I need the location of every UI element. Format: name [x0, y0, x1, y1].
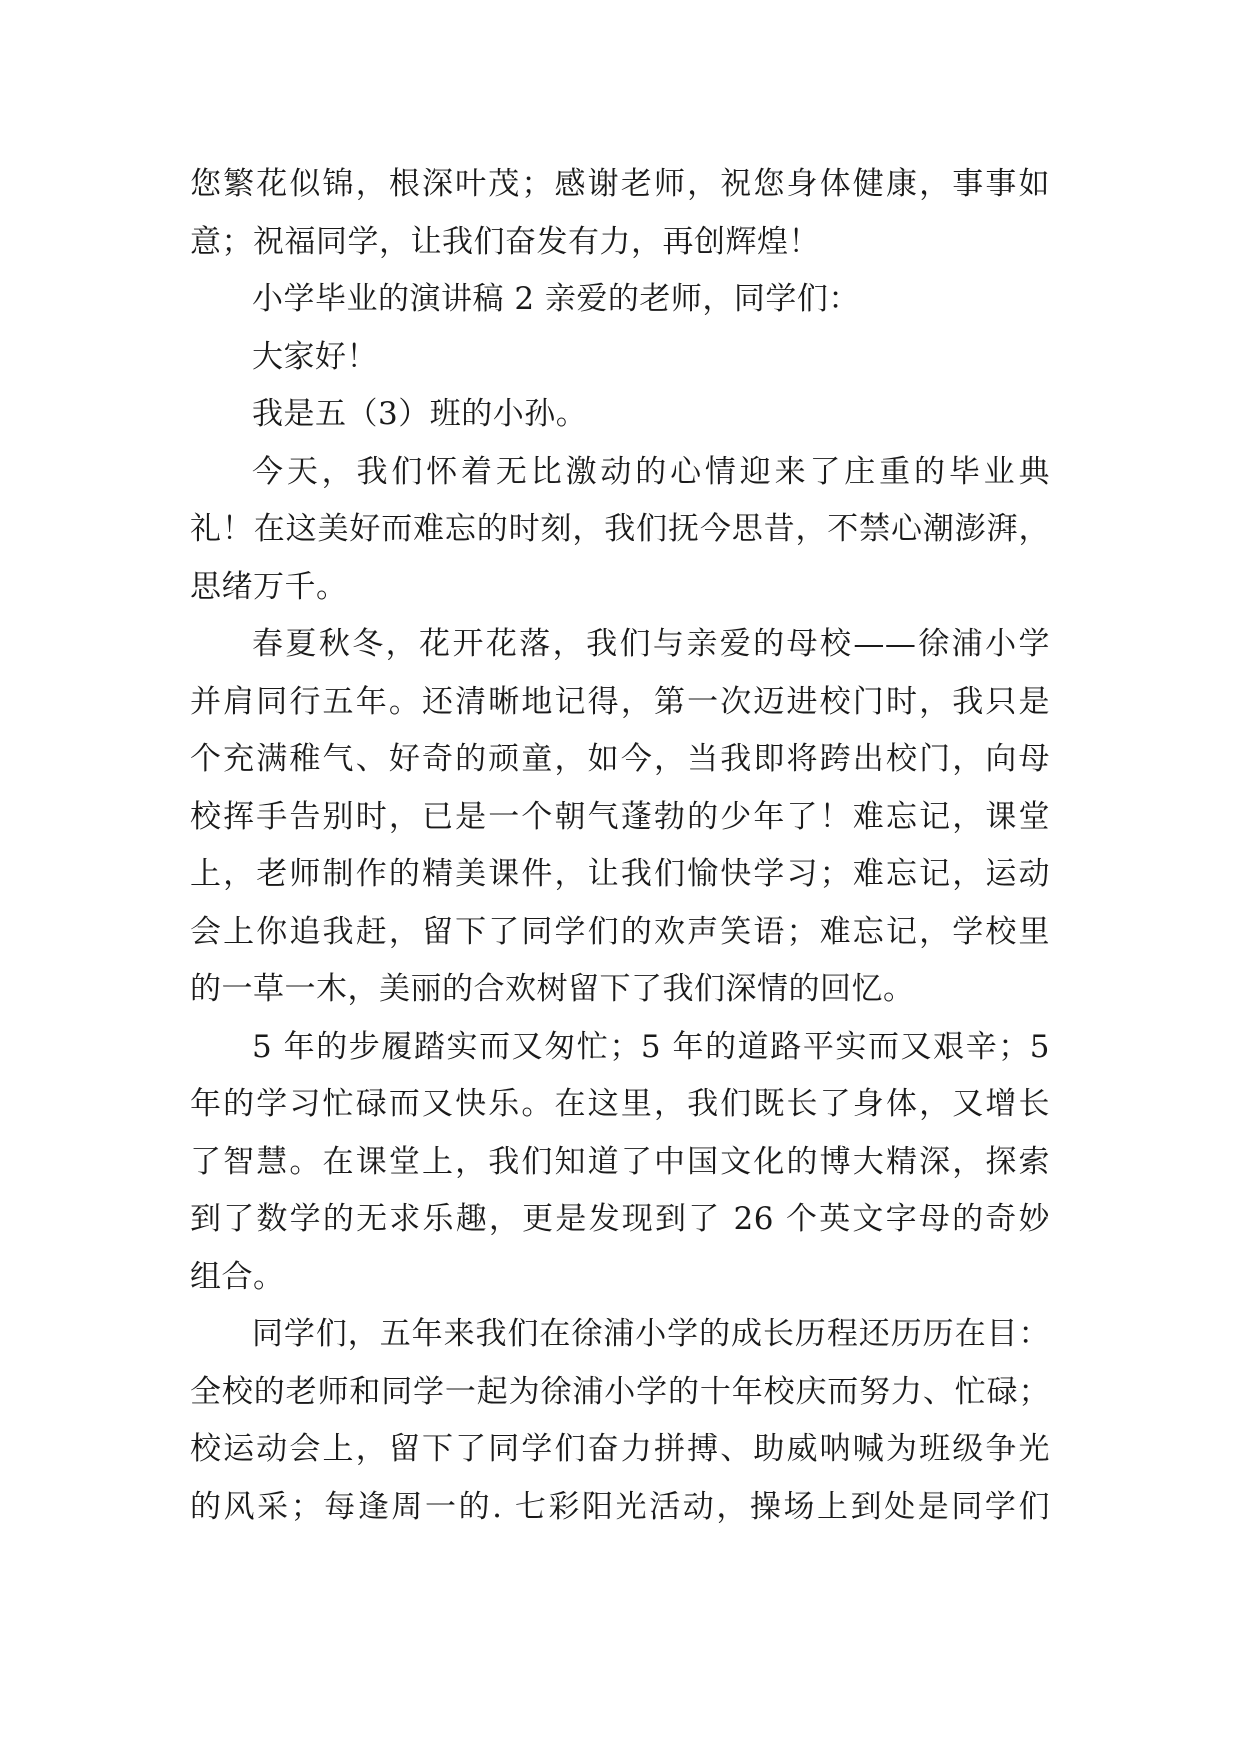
text-line: 全校的老师和同学一起为徐浦小学的十年校庆而努力、忙碌； — [190, 1373, 1050, 1410]
text-line: 思绪万千。 — [190, 568, 348, 605]
text-line: 的一草一木，美丽的合欢树留下了我们深情的回忆。 — [190, 971, 915, 1007]
text-line: 礼！在这美好而难忘的时刻，我们抚今思昔，不禁心潮澎湃， — [190, 511, 1050, 547]
text-line: 小学毕业的演讲稿 2 亲爱的老师，同学们： — [252, 281, 860, 317]
text-line: 到了数学的无求乐趣，更是发现到了 26 个英文字母的奇妙 — [190, 1201, 1050, 1237]
text-line: 大家好！ — [252, 338, 378, 375]
document-body — [190, 156, 1050, 1536]
text-line: 会上你追我赶，留下了同学们的欢声笑语；难忘记，学校里 — [190, 913, 1050, 950]
text-line: 今天，我们怀着无比激动的心情迎来了庄重的毕业典 — [252, 453, 1050, 490]
text-line: 年的学习忙碌而又快乐。在这里，我们既长了身体，又增长 — [190, 1086, 1050, 1122]
text-line: 的风采；每逢周一的. 七彩阳光活动，操场上到处是同学们 — [190, 1488, 1050, 1525]
text-line: 您繁花似锦，根深叶茂；感谢老师，祝您身体健康，事事如 — [190, 166, 1050, 202]
text-line: 上，老师制作的精美课件，让我们愉快学习；难忘记，运动 — [190, 856, 1050, 892]
text-line: 个充满稚气、好奇的顽童，如今，当我即将跨出校门，向母 — [190, 741, 1050, 777]
text-line: 校挥手告别时，已是一个朝气蓬勃的少年了！难忘记，课堂 — [190, 798, 1050, 835]
text-line: 5 年的步履踏实而又匆忙；5 年的道路平实而又艰辛；5 — [252, 1028, 1050, 1065]
text-line: 同学们，五年来我们在徐浦小学的成长历程还历历在目： — [252, 1316, 1050, 1352]
text-line: 并肩同行五年。还清晰地记得，第一次迈进校门时，我只是 — [190, 683, 1050, 720]
text-line: 了智慧。在课堂上，我们知道了中国文化的博大精深，探索 — [190, 1143, 1050, 1180]
text-line: 春夏秋冬，花开花落，我们与亲爱的母校——徐浦小学 — [252, 626, 1050, 662]
text-line: 校运动会上，留下了同学们奋力拼搏、助威呐喊为班级争光 — [190, 1431, 1050, 1467]
text-line: 组合。 — [190, 1258, 285, 1295]
text-line: 我是五（3）班的小孙。 — [252, 396, 588, 432]
text-line: 意；祝福同学，让我们奋发有力，再创辉煌！ — [190, 223, 820, 260]
